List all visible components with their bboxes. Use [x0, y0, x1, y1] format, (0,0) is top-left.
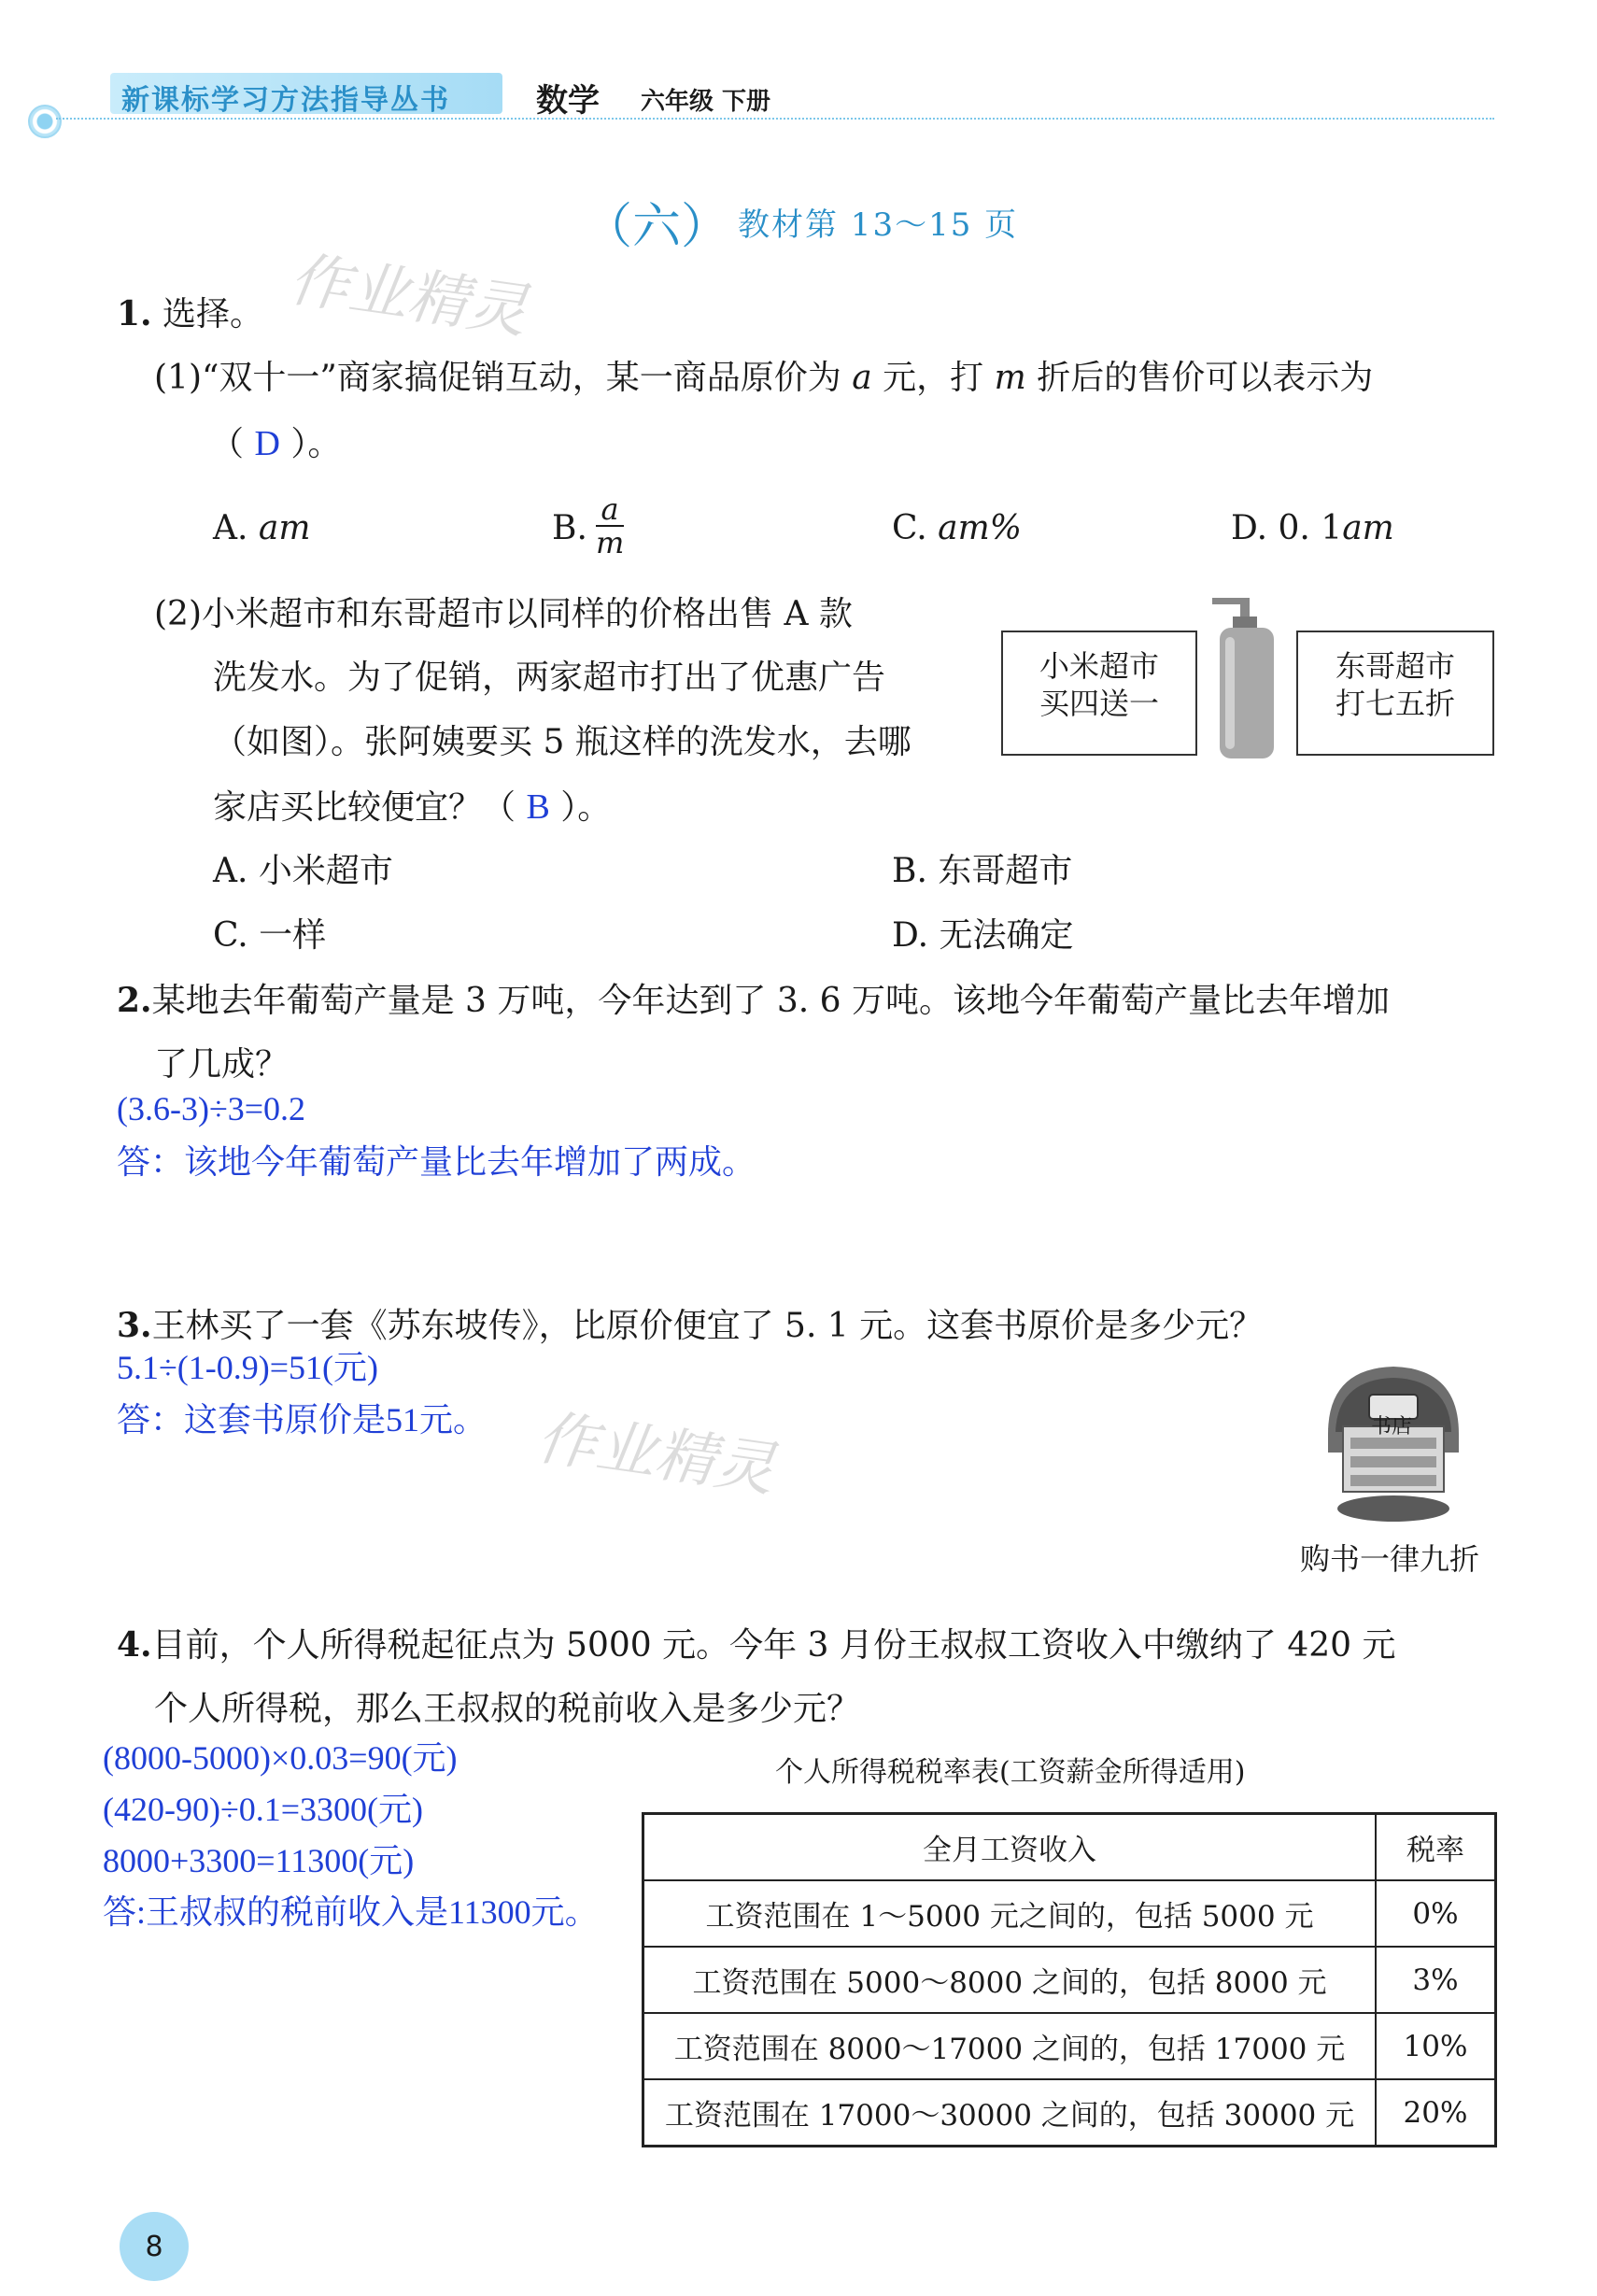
question-2-line1	[117, 978, 1390, 1024]
option-value: am	[258, 509, 311, 547]
table-cell: 工资范围在 5000～8000 之间的，包括 8000 元	[643, 1947, 1377, 2013]
question-number: 3.	[117, 1306, 152, 1345]
table-row	[643, 1880, 1496, 1947]
question-1-heading	[117, 291, 263, 337]
question-number: 4.	[117, 1625, 152, 1665]
table-row	[643, 1947, 1496, 2013]
text-segment: (1)“双十一”商家搞促销互动，某一商品原价为	[154, 359, 853, 397]
question-2-line2: 了几成？	[154, 1045, 290, 1084]
option-a	[213, 506, 311, 551]
section-pages: 教材第 13～15 页	[738, 206, 1019, 244]
table-cell: 3%	[1376, 1947, 1496, 2013]
option-c	[892, 506, 1022, 551]
question-1-2-line1: (2)小米超市和东哥超市以同样的价格出售 A 款	[154, 595, 853, 633]
question-4-line1	[117, 1623, 1396, 1668]
option-d	[1231, 506, 1394, 551]
table-row	[643, 2013, 1496, 2079]
question-text: 目前，个人所得税起征点为 5000 元。今年 3 月份王叔叔工资收入中缴纳了 420 元	[151, 1626, 1396, 1665]
question-1-2-line4	[213, 785, 611, 830]
question-text: 王林买了一套《苏东坡传》，比原价便宜了 5. 1 元。这套书原价是多少元？	[151, 1307, 1264, 1345]
series-title: 新课标学习方法指导丛书	[121, 84, 450, 117]
option-label: A.	[213, 509, 248, 547]
option-label: C.	[892, 509, 927, 547]
option-label: D.	[1231, 509, 1268, 547]
text-segment: 折后的售价可以表示为	[1025, 359, 1374, 397]
variable-a: a	[852, 359, 872, 397]
option-value: am	[1342, 509, 1394, 547]
table-row	[643, 2079, 1496, 2147]
section-title: （六）	[584, 199, 730, 255]
ad-box-line: 小米超市	[1039, 648, 1159, 684]
subject-label: 数学	[536, 82, 600, 120]
handwritten-answer: 答：该地今年葡萄产量比去年增加了两成。	[117, 1143, 756, 1181]
handwritten-answer: (420-90)÷0.1=3300(元)	[103, 1791, 424, 1828]
option-c: C. 一样	[213, 916, 327, 955]
paren-close: ）。	[290, 425, 342, 463]
question-number: 1.	[117, 294, 152, 333]
question-text: 某地去年葡萄产量是 3 万吨，今年达到了 3. 6 万吨。该地今年葡萄产量比去年增加	[151, 982, 1390, 1020]
text-segment: 元，打	[871, 359, 995, 397]
option-b: B. 东哥超市	[892, 852, 1073, 890]
handwritten-answer: 答：这套书原价是51元。	[117, 1401, 488, 1439]
table-header-cell: 全月工资收入	[643, 1814, 1377, 1881]
text-segment: ）。	[560, 788, 612, 827]
fraction-denominator: m	[596, 525, 625, 560]
ad-box-line: 东哥超市	[1335, 648, 1455, 684]
bookstore-icon	[1319, 1359, 1468, 1527]
handwritten-answer: 答:王叔叔的税前收入是11300元。	[103, 1893, 599, 1931]
shampoo-bottle-icon	[1207, 590, 1291, 760]
store-caption: 购书一律九折	[1300, 1541, 1480, 1577]
handwritten-answer: D	[254, 424, 280, 463]
question-3-line1	[117, 1303, 1263, 1349]
fraction-a-over-m	[596, 493, 624, 559]
handwritten-answer: 8000+3300=11300(元)	[103, 1842, 415, 1879]
ad-box-xiaomi	[1001, 631, 1197, 756]
question-1-2-line2: 洗发水。为了促销，两家超市打出了优惠广告	[213, 659, 886, 697]
watermark: 作业精灵	[532, 1403, 780, 1506]
handwritten-answer: (8000-5000)×0.03=90(元)	[103, 1739, 458, 1777]
option-a: A. 小米超市	[213, 852, 393, 890]
handwritten-answer: (3.6-3)÷3=0.2	[117, 1090, 306, 1127]
table-cell: 0%	[1376, 1880, 1496, 1947]
table-header-row	[643, 1814, 1496, 1881]
paren-open: （	[210, 425, 245, 463]
question-1-1-text	[154, 356, 1373, 401]
store-sign: 书店	[1371, 1415, 1413, 1439]
table-cell: 工资范围在 17000～30000 之间的，包括 30000 元	[643, 2079, 1377, 2147]
watermark: 作业精灵	[285, 245, 532, 347]
table-cell: 工资范围在 1～5000 元之间的，包括 5000 元	[643, 1880, 1377, 1947]
grade-label: 六年级 下册	[641, 88, 771, 116]
fraction-numerator: a	[596, 493, 624, 527]
question-4-line2: 个人所得税，那么王叔叔的税前收入是多少元？	[154, 1690, 861, 1728]
question-1-2-line3: （如图）。张阿姨要买 5 瓶这样的洗发水，去哪	[213, 723, 912, 761]
ad-box-line: 打七五折	[1335, 686, 1455, 721]
table-header-cell: 税率	[1376, 1814, 1496, 1881]
option-d: D. 无法确定	[892, 916, 1074, 955]
table-cell: 20%	[1376, 2079, 1496, 2147]
question-number: 2.	[117, 981, 152, 1020]
variable-m: m	[994, 359, 1026, 397]
page-number: 8	[120, 2212, 189, 2281]
question-prompt: 选择。	[163, 295, 264, 333]
ad-box-line: 买四送一	[1039, 686, 1159, 721]
table-title: 个人所得税税率表(工资薪金所得适用)	[775, 1756, 1246, 1789]
option-b	[552, 506, 587, 551]
handwritten-answer: B	[526, 787, 550, 827]
header-divider	[56, 118, 1494, 120]
table-cell: 10%	[1376, 2013, 1496, 2079]
text-segment: 家店买比较便宜？（	[213, 788, 516, 827]
question-1-1-answer-line	[210, 421, 341, 467]
option-value: am%	[938, 509, 1022, 547]
ad-box-dongge	[1296, 631, 1494, 756]
handwritten-answer: 5.1÷(1-0.9)=51(元)	[117, 1349, 379, 1386]
option-value: 0. 1	[1278, 509, 1343, 547]
table-cell: 工资范围在 8000～17000 之间的，包括 17000 元	[643, 2013, 1377, 2079]
option-label: B.	[552, 509, 587, 547]
header-decoration-icon	[28, 105, 62, 138]
tax-rate-table	[642, 1812, 1497, 2147]
